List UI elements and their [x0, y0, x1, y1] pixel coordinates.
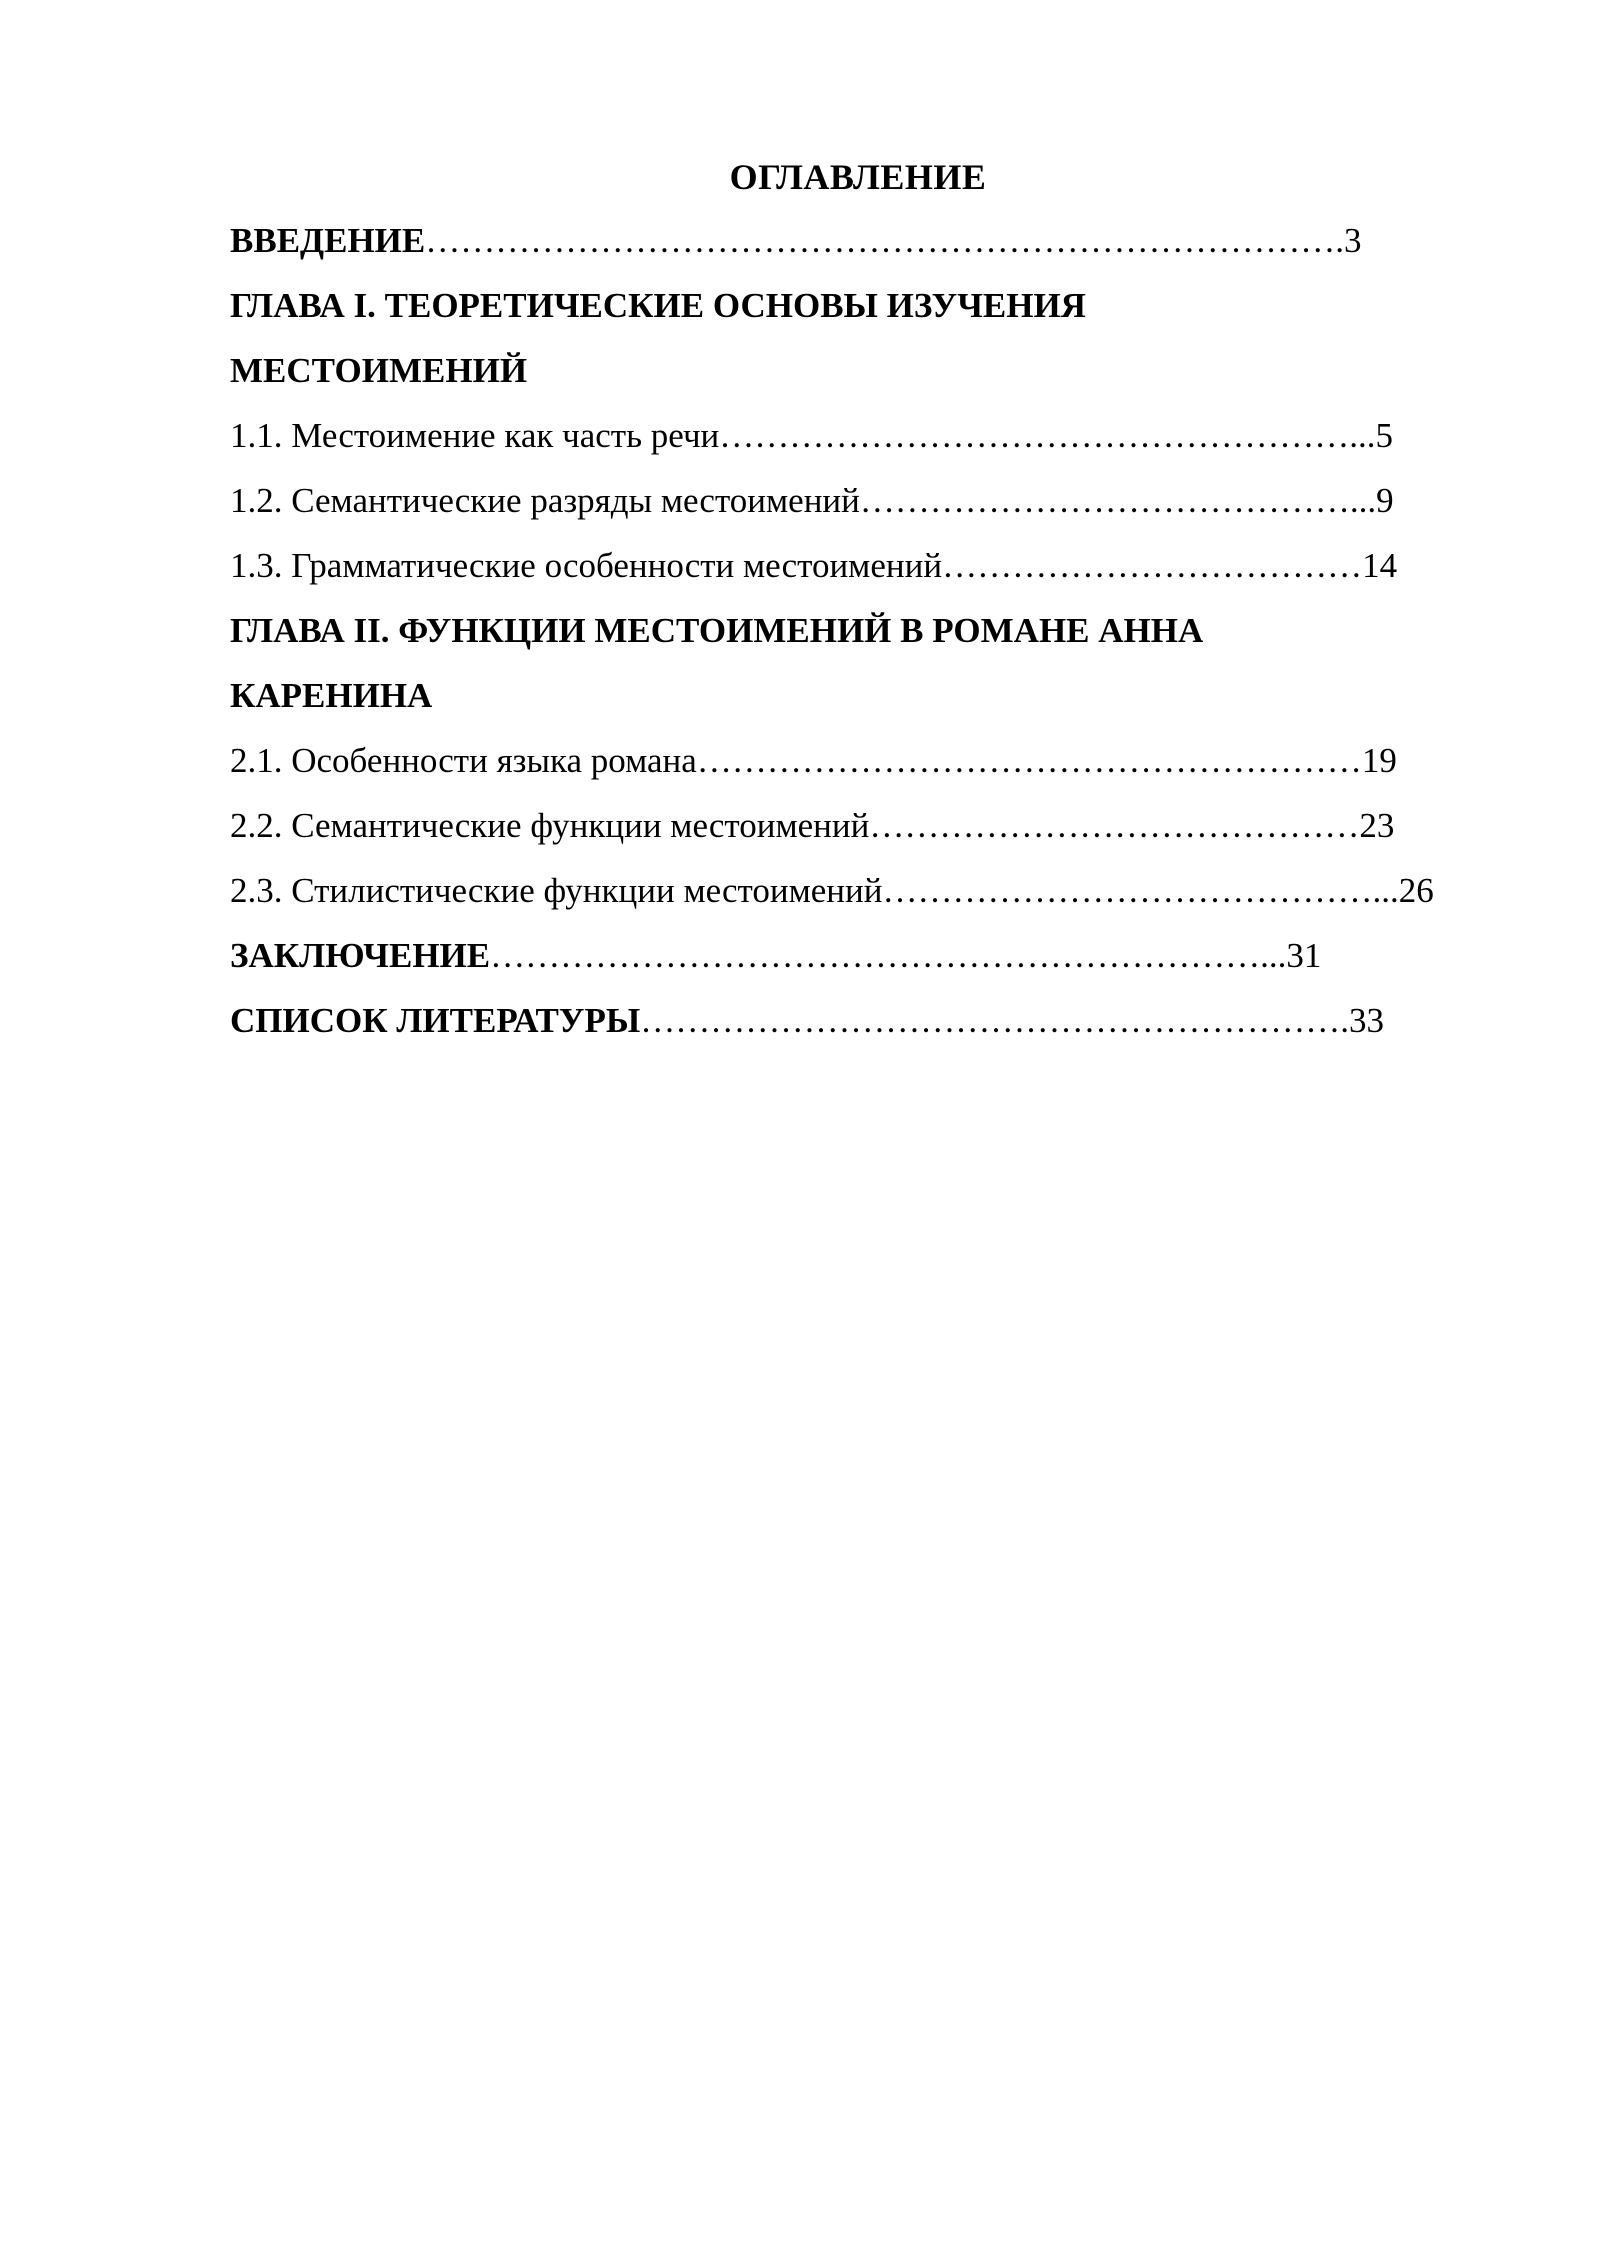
toc-chapter-1-heading-line-2: [230, 338, 1490, 403]
toc-entry-2-2: [230, 793, 1490, 858]
toc-entry-label: 1.1. Местоимение как часть речи: [230, 416, 720, 455]
toc-entry-leaders: …………………………………………………: [696, 741, 1362, 780]
toc-entry-label: 2.1. Особенности языка романа: [230, 741, 697, 780]
toc-entry-1-2: [230, 468, 1490, 533]
toc-entry-label: ЗАКЛЮЧЕНИЕ: [230, 936, 491, 975]
table-of-contents: [230, 208, 1490, 1053]
toc-entry-references: [230, 988, 1490, 1053]
toc-entry-label: ГЛАВА II. ФУНКЦИИ МЕСТОИМЕНИЙ В РОМАНЕ АННА: [230, 611, 1204, 650]
toc-entry-leaders: ……………………………………...: [859, 481, 1377, 520]
toc-entry-page: 3: [1344, 221, 1362, 260]
toc-entry-label: 2.3. Стилистические функции местоимений: [230, 871, 883, 910]
toc-entry-label: 2.2. Семантические функции местоимений: [230, 806, 870, 845]
toc-entry-leaders: ………………………………………………...: [719, 416, 1376, 455]
toc-entry-leaders: ……………………………………...: [882, 871, 1399, 910]
toc-entry-leaders: ……………………………………: [869, 806, 1360, 845]
toc-entry-label: 1.3. Грамматические особенности местоимений: [230, 546, 943, 585]
toc-entry-1-1: [230, 403, 1490, 468]
toc-entry-page: 14: [1362, 546, 1398, 585]
toc-entry-1-3: [230, 533, 1490, 598]
toc-entry-leaders: ………………………………: [942, 546, 1363, 585]
toc-entry-page: 31: [1286, 936, 1322, 975]
toc-entry-page: 19: [1361, 741, 1397, 780]
toc-entry-2-3: [230, 858, 1490, 923]
toc-entry-2-1: [230, 728, 1490, 793]
toc-entry-leaders: …………………………………………………….: [640, 1001, 1349, 1040]
toc-chapter-1-heading-line-1: [230, 273, 1490, 338]
toc-entry-label: 1.2. Семантические разряды местоимений: [230, 481, 860, 520]
toc-entry-page: 26: [1398, 871, 1434, 910]
toc-title: ОГЛАВЛЕНИЕ: [729, 157, 987, 197]
toc-entry-page: 23: [1359, 806, 1395, 845]
toc-entry-label: СПИСОК ЛИТЕРАТУРЫ: [230, 1001, 641, 1040]
toc-entry-leaders: …………………………………………………………...: [490, 936, 1287, 975]
toc-entry-label: МЕСТОИМЕНИЙ: [230, 351, 528, 390]
toc-entry-label: ГЛАВА I. ТЕОРЕТИЧЕСКИЕ ОСНОВЫ ИЗУЧЕНИЯ: [230, 286, 1086, 325]
toc-chapter-2-heading-line-1: [230, 598, 1490, 663]
toc-entry-label: КАРЕНИНА: [230, 676, 433, 715]
toc-entry-conclusion: [230, 923, 1490, 988]
toc-entry-introduction: [230, 208, 1490, 273]
toc-entry-page: 9: [1376, 481, 1394, 520]
toc-entry-page: 33: [1348, 1001, 1384, 1040]
toc-entry-page: 5: [1375, 416, 1394, 455]
toc-entry-label: ВВЕДЕНИЕ: [230, 221, 426, 260]
toc-entry-leaders: …………………………………………………………………….: [425, 221, 1345, 260]
toc-chapter-2-heading-line-2: [230, 663, 1490, 728]
